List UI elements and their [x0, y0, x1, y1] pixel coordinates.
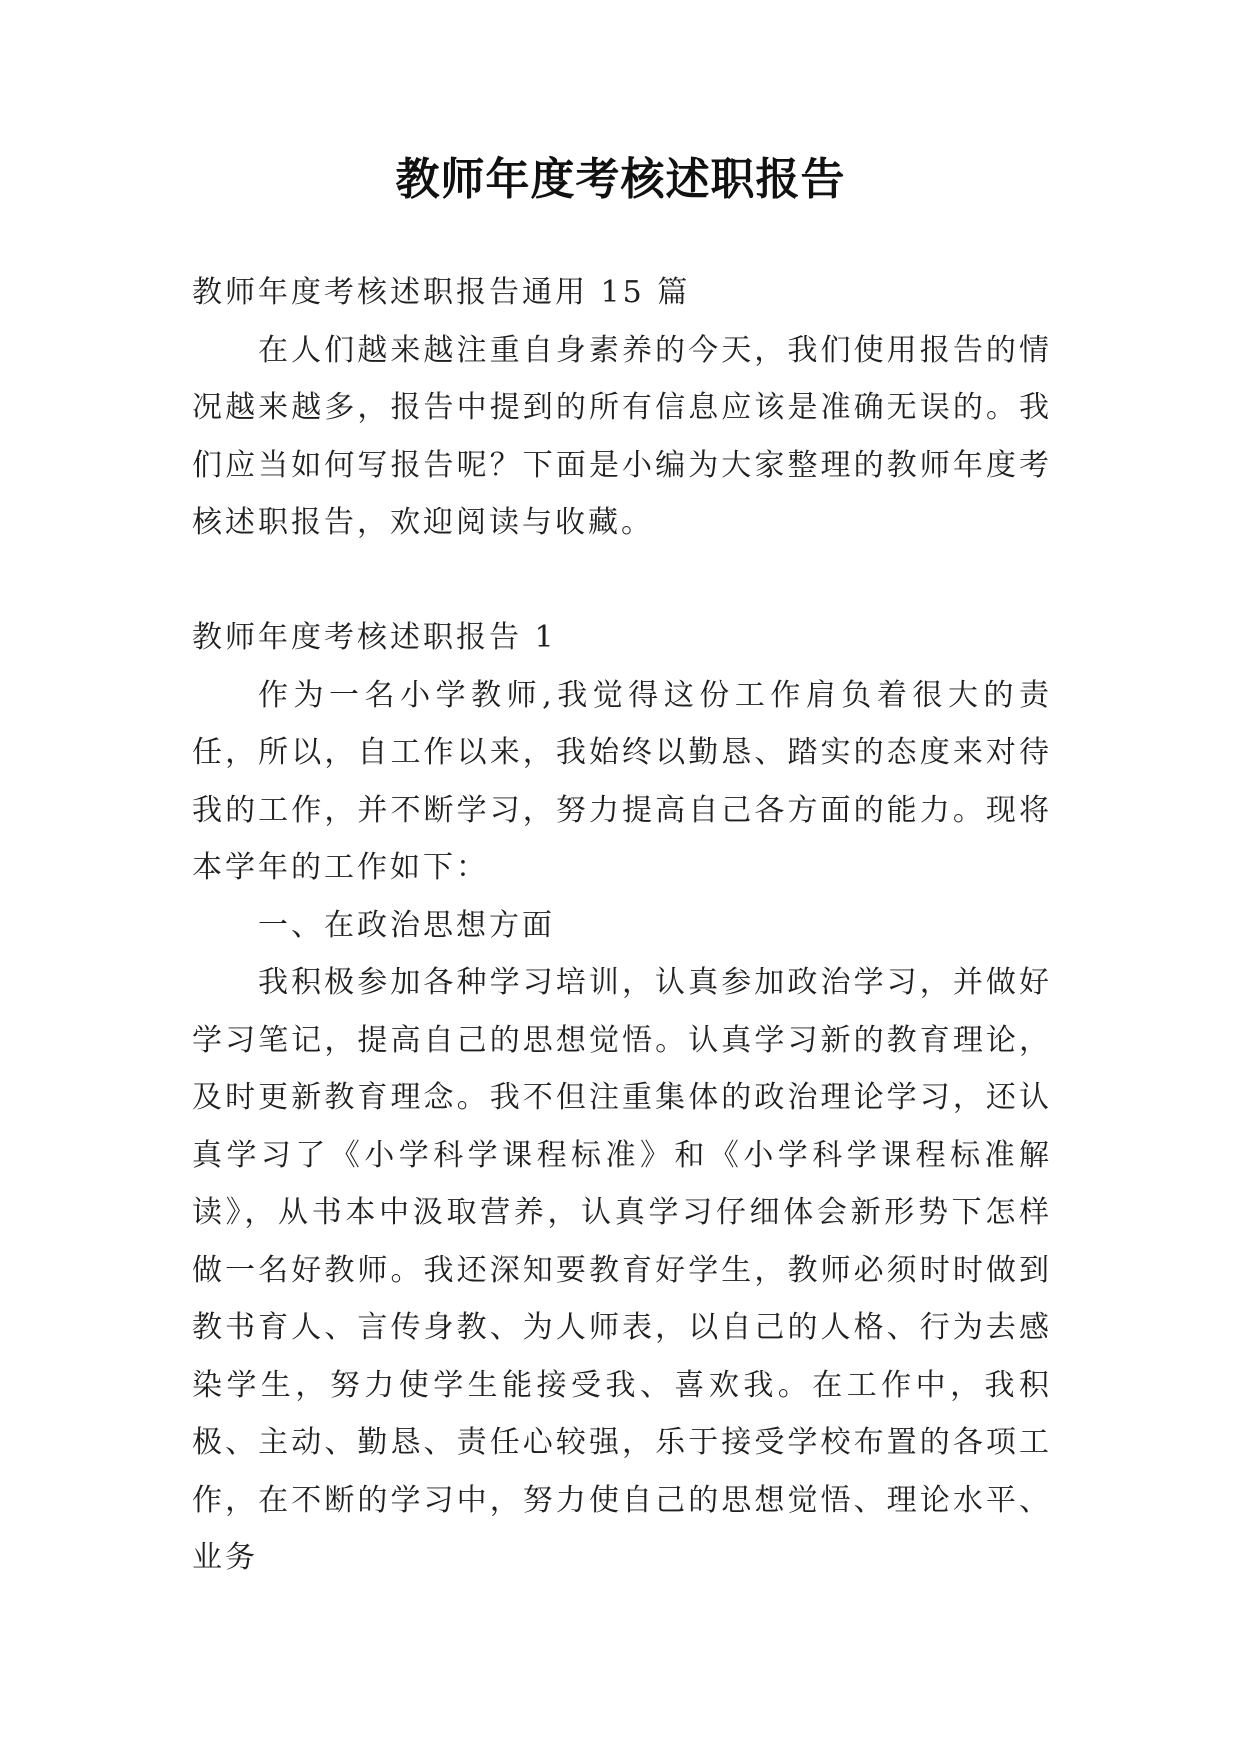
section-item-heading: 一、在政治思想方面 [258, 907, 555, 943]
section-paragraph: 我积极参加各种学习培训，认真参加政治学习，并做好学习笔记，提高自己的思想觉悟。认真学习新的教育理论，及时更新教育理念。我不但注重集体的政治理论学习，还认真学习了《小学科学课程标准》和《小学科学课程标准解读》，从书本中汲取营养，认真学习仔细体会新形势下怎样做一名好教师。我还深知要教育好学生，教师必须时时做到教书育人、言传身教、为人师表，以自己的人格、行为去感染学生，努力使学生能接受我、喜欢我。在工作中，我积极、主动、勤恳、责任心较强，乐于接受学校布置的各项工作，在不断的学习中，努力使自己的思想觉悟、理论水平、业务 [192, 965, 1052, 1575]
section-spacer [192, 552, 1052, 610]
intro-paragraph: 在人们越来越注重自身素养的今天，我们使用报告的情况越来越多，报告中提到的所有信息应该是准确无误的。我们应当如何写报告呢？下面是小编为大家整理的教师年度考核述职报告，欢迎阅读与收藏。 [192, 332, 1052, 540]
document-subtitle: 教师年度考核述职报告通用 15 篇 [192, 275, 691, 310]
section-heading: 教师年度考核述职报告 1 [192, 620, 557, 655]
document-body [192, 264, 1052, 1587]
section-paragraph: 作为一名小学教师,我觉得这份工作肩负着很大的责任，所以，自工作以来，我始终以勤恳、踏实的态度来对待我的工作，并不断学习，努力提高自己各方面的能力。现将本学年的工作如下： [192, 677, 1052, 885]
page-title: 教师年度考核述职报告 [395, 154, 846, 205]
